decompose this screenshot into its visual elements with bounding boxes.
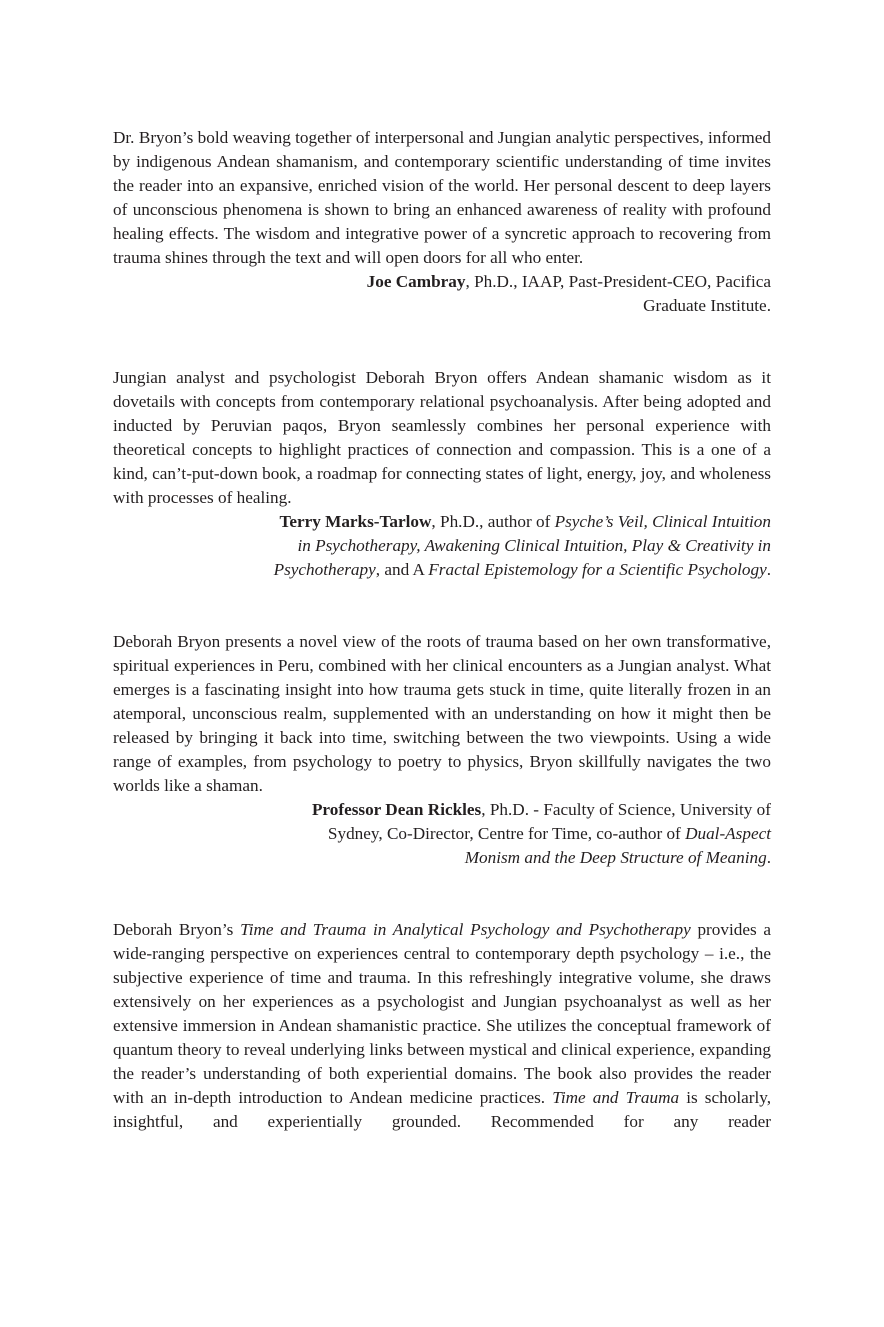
- book-title: Dual-Aspect: [685, 824, 771, 843]
- endorsement-attribution: [113, 798, 771, 870]
- endorsement-attribution: [113, 270, 771, 318]
- book-title: Time and Trauma in Analytical Psychology and Psychotherapy: [240, 920, 691, 939]
- book-title-cont: in Psychotherapy, Awakening Clinical Intuition, Play & Creativity in: [297, 536, 771, 555]
- endorsement-attribution: [113, 510, 771, 582]
- book-title: Psyche’s Veil, Clinical Intuition: [554, 512, 771, 531]
- paragraph-gap: [113, 894, 771, 918]
- endorser-credentials-cont: Graduate Institute.: [643, 296, 771, 315]
- book-title-cont: Psychotherapy: [273, 560, 376, 579]
- endorsement-cambray: [113, 126, 771, 318]
- endorsement-marks-tarlow: [113, 366, 771, 582]
- connector-text: , and A: [375, 560, 429, 579]
- endorsement-text: Deborah Bryon presents a novel view of the roots of trauma based on her own transformative, spiritual experiences in Peru, combined with her clinical encounters as a Jungian analyst. What emerges is a fascinating insight into how trauma gets stuck in time, quite literally frozen in an atemporal, unconscious realm, supplemented with an understanding on how it might then be released by bringing it back into time, switching between the two viewpoints. Using a wide range of examples, from psychology to poetry to physics, Bryon skillfully navigates the two worlds like a shaman.: [113, 632, 771, 795]
- endorser-name: Joe Cambray: [366, 272, 466, 291]
- book-title: Fractal Epistemology for a Scientific Psychology: [428, 560, 767, 579]
- endorsement-text: [113, 918, 771, 1134]
- endorsement-text: Dr. Bryon’s bold weaving together of interpersonal and Jungian analytic perspectives, informed by indigenous Andean shamanism, and contemporary scientific understanding of time invites the reader into an expansive, enriched vision of the world. Her personal descent to deep layers of unconscious phenomena is shown to bring an enhanced awareness of reality with profound healing effects. The wisdom and integrative power of a syncretic approach to recovering from trauma shines through the text and will open doors for all who enter.: [113, 128, 771, 267]
- paragraph-gap: [113, 342, 771, 366]
- short-book-title: Time and Trauma: [552, 1088, 680, 1107]
- endorser-name: Terry Marks-Tarlow: [279, 512, 432, 531]
- endorsement-rickles: [113, 630, 771, 870]
- endorsement-fourth: [113, 918, 771, 1134]
- endorsements-page: [113, 126, 771, 1158]
- text-middle: provides a wide-ranging perspective on experiences central to contemporary depth psychology – i.e., the subjective experience of time and trauma. In this refreshingly integrative volume, she draws extensively on her experiences as a psychologist and Jungian psychoanalyst as well as her extensive immersion in Andean shamanistic practice. She utilizes the conceptual framework of quantum theory to reveal underlying links between mystical and clinical experience, expanding the reader’s understanding of both experiential domains. The book also provides the reader with an in-depth introduction to Andean medicine practices.: [113, 920, 771, 1107]
- end-punct: .: [766, 848, 771, 867]
- book-title-cont: Monism and the Deep Structure of Meaning: [464, 848, 767, 867]
- text-end: is scholarly, insightful, and experientially grounded. Recommended for any reader: [113, 1088, 771, 1131]
- text-intro: Deborah Bryon’s: [113, 920, 241, 939]
- paragraph-gap: [113, 606, 771, 630]
- endorser-credentials-cont: Sydney, Co-Director, Centre for Time, co-author of: [327, 824, 686, 843]
- endorser-credentials: , Ph.D. - Faculty of Science, University of: [481, 800, 771, 819]
- endorser-name: Professor Dean Rickles: [311, 800, 482, 819]
- endorser-credentials: , Ph.D., IAAP, Past-President-CEO, Pacifica: [465, 272, 771, 291]
- end-punct: .: [766, 560, 771, 579]
- endorsement-text: Jungian analyst and psychologist Deborah Bryon offers Andean shamanic wisdom as it dovetails with concepts from contemporary relational psychoanalysis. After being adopted and inducted by Peruvian paqos, Bryon seamlessly combines her personal experience with theoretical concepts to highlight practices of connection and compassion. This is a one of a kind, can’t-put-down book, a roadmap for connecting states of light, energy, joy, and wholeness with processes of healing.: [113, 368, 771, 507]
- endorser-credentials: , Ph.D., author of: [431, 512, 555, 531]
